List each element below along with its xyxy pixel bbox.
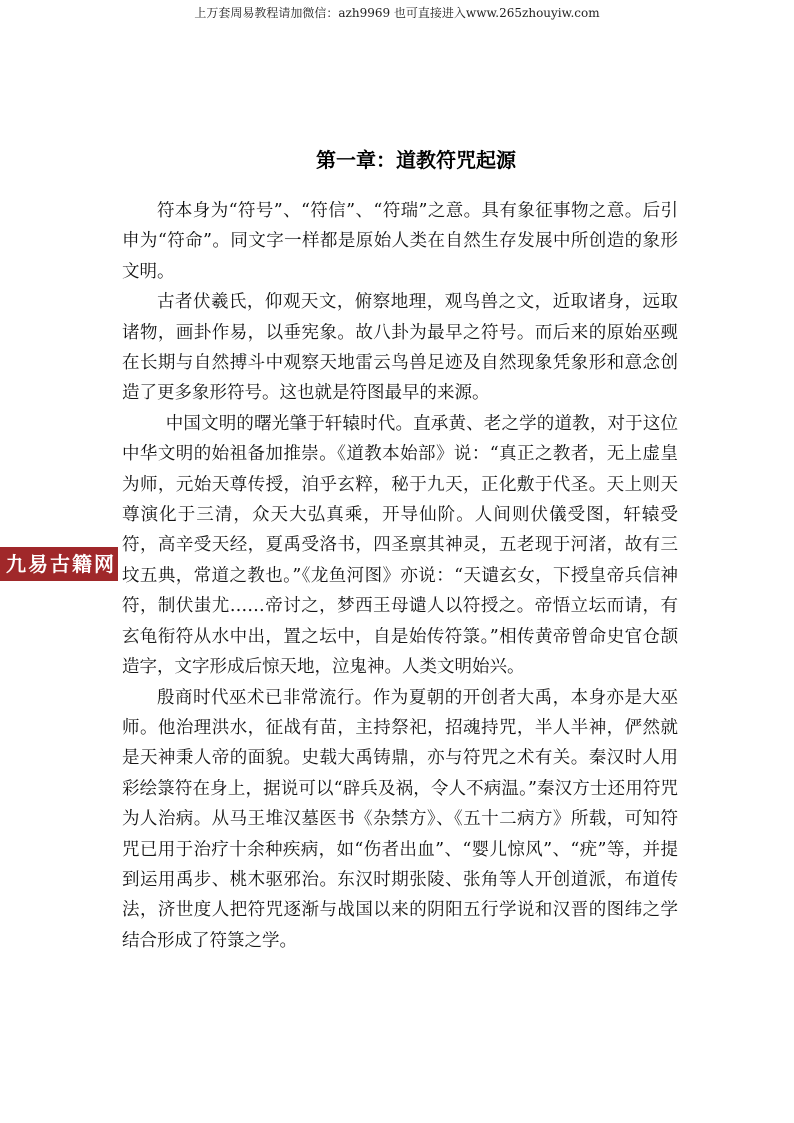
paragraph-4: 殷商时代巫术已非常流行。作为夏朝的开创者大禹，本身亦是大巫师。他治理洪水，征战有苗，主持祭祀，招魂持咒，半人半神，俨然就是天神秉人帝的面貌。史载大禹铸鼎，亦与符咒之术有关。秦汉时人用彩绘箓符在身上，据说可以“辟兵及祸，令人不病温。”秦汉方士还用符咒为人治病。从马王堆汉墓医书《杂禁方》、《五十二病方》所载，可知符咒已用于治疗十余种疾病，如“伤者出血”、“婴儿惊风”、“疣”等，并提到运用禹步、桃木驱邪治。东汉时期张陵、张角等人开创道派，布道传法，济世度人把符咒逐渐与战国以来的阴阳五行学说和汉晋的图纬之学结合形成了符箓之学。 <box>122 687 678 951</box>
chapter-title: 第一章：道教符咒起源 <box>316 148 516 173</box>
paragraph-1: 符本身为“符号”、“符信”、“符瑞”之意。具有象征事物之意。后引申为“符命”。同文字一样都是原始人类在自然生存发展中所创造的象形文明。 <box>122 201 678 282</box>
paragraph-2: 古者伏羲氏，仰观天文，俯察地理，观鸟兽之文，近取诸身，远取诸物，画卦作易，以垂宪象。故八卦为最早之符号。而后来的原始巫觋在长期与自然搏斗中观察天地雷云鸟兽足迹及自然现象凭象形和意念创造了更多象形符号。这也就是符图最早的来源。 <box>122 292 678 404</box>
body-text <box>122 196 678 956</box>
header-note: 上万套周易教程请加微信：azh9969 也可直接进入www.265zhouyiw.com <box>194 6 600 20</box>
watermark-logo: 九易古籍网 <box>0 547 118 581</box>
paragraph-3: 中国文明的曙光肇于轩辕时代。直承黄、老之学的道教，对于这位中华文明的始祖备加推崇。《道教本始部》说：“真正之教者，无上虚皇为师，元始天尊传授，洎乎玄粹，秘于九天，正化敷于代圣。天上则天尊演化于三清，众天大弘真乘，开导仙阶。人间则伏儀受图，轩辕受符，高辛受天经，夏禹受洛书，四圣禀其神灵，五老现于河渚，故有三坟五典，常道之教也。”《龙鱼河图》亦说：“天谴玄女，下授皇帝兵信神符，制伏蚩尤……帝讨之，梦西王母谴人以符授之。帝悟立坛而请，有玄龟衔符从水中出，置之坛中，自是始传符箓。”相传黄帝曾命史官仓颉造字，文字形成后惊天地，泣鬼神。人类文明始兴。 <box>122 413 678 678</box>
